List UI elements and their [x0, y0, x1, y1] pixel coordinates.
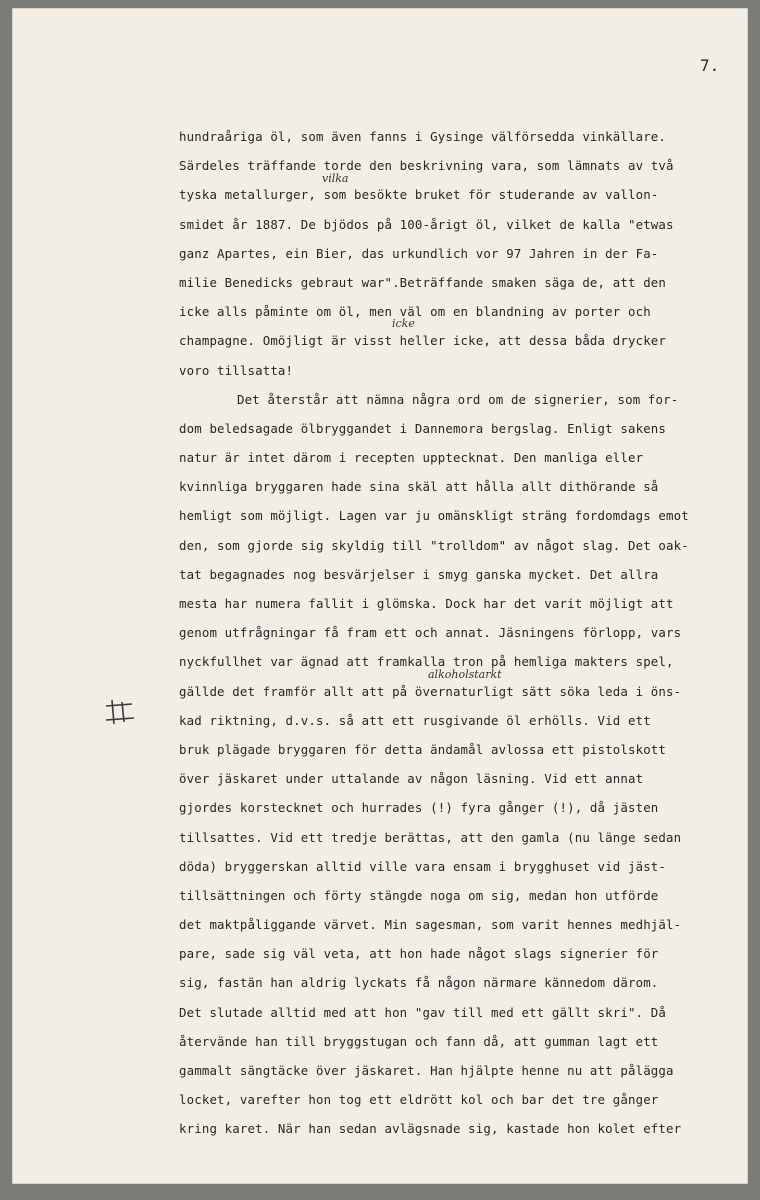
text-line: dom beledsagade ölbryggandet i Dannemora bergslag. Enligt sakens	[179, 420, 667, 436]
text-line: champagne. Omöjligt är visst heller icke, att dessa båda drycker	[179, 333, 667, 349]
handwritten-icke: icke	[392, 317, 415, 330]
text-line: tyska metallurger, som besökte bruket för studerande av vallon-	[179, 187, 659, 203]
text-line: gammalt sängtäcke över jäskaret. Han hjälpte henne nu att pålägga	[179, 1063, 674, 1078]
text-line: icke alls påminte om öl, men väl om en blandning av porter och	[179, 304, 651, 320]
text-line: Det återstår att nämna några ord om de signerier, som for-	[237, 391, 679, 407]
text-line: hemligt som möjligt. Lagen var ju omänskligt sträng fordomdags emot	[179, 508, 689, 524]
page-number: 7.	[700, 56, 720, 75]
text-line: över jäskaret under uttalande av någon läsning. Vid ett annat	[179, 771, 644, 787]
text-line: Särdeles träffande torde den beskrivning vara, som lämnats av två	[179, 158, 674, 174]
text-line: milie Benedicks gebraut war".Beträffande smaken säga de, att den	[179, 274, 667, 290]
text-line: natur är intet därom i recepten upptecknat. Den manliga eller	[179, 450, 644, 466]
text-line: nyckfullhet var ägnad att framkalla tron på hemliga makters spel,	[179, 654, 674, 670]
text-line: den, som gjorde sig skyldig till "trolldom" av något slag. Det oak-	[179, 537, 689, 553]
text-line: mesta har numera fallit i glömska. Dock har det varit möjligt att	[179, 596, 674, 611]
text-line: kad riktning, d.v.s. så att ett rusgivande öl erhölls. Vid ett	[179, 712, 651, 728]
text-line: genom utfrågningar få fram ett och annat. Jäsningens förlopp, vars	[179, 625, 682, 641]
text-line: tillsättningen och förty stängde noga om sig, medan hon utförde	[179, 887, 659, 903]
body-text	[179, 122, 739, 1144]
text-line: tillsattes. Vid ett tredje berättas, att den gamla (nu länge sedan	[179, 829, 682, 845]
text-line: kring karet. När han sedan avlägsnade sig, kastade hon kolet efter	[179, 1121, 682, 1137]
text-line: hundraåriga öl, som även fanns i Gysinge välförsedda vinkällare.	[179, 129, 667, 144]
margin-mark-icon	[102, 698, 142, 728]
text-line: voro tillsatta!	[179, 362, 294, 378]
text-line: det maktpåliggande värvet. Min sagesman, som varit hennes medhjäl-	[179, 917, 682, 933]
text-line: smidet år 1887. De bjödos på 100-årigt öl, vilket de kalla "etwas	[179, 216, 674, 232]
text-line: gjordes korstecknet och hurrades (!) fyra gånger (!), då jästen	[179, 800, 659, 816]
text-line: återvände han till bryggstugan och fann då, att gumman lagt ett	[179, 1033, 659, 1049]
text-line: bruk plägade bryggaren för detta ändamål avlossa ett pistolskott	[179, 741, 667, 757]
document-page	[12, 8, 748, 1184]
text-line: ganz Apartes, ein Bier, das urkundlich vor 97 Jahren in der Fa-	[179, 245, 659, 261]
text-line: kvinnliga bryggaren hade sina skäl att hålla allt dithörande så	[179, 479, 659, 495]
text-line: tat begagnades nog besvärjelser i smyg ganska mycket. Det allra	[179, 566, 659, 582]
text-line: gällde det framför allt att på övernaturligt sätt söka leda i öns-	[179, 683, 682, 699]
text-line: döda) bryggerskan alltid ville vara ensam i brygghuset vid jäst-	[179, 858, 667, 874]
text-line: Det slutade alltid med att hon "gav till med ett gällt skri". Då	[179, 1004, 667, 1020]
handwritten-alkoholstarkt: alkoholstarkt	[428, 668, 502, 681]
text-line: pare, sade sig väl veta, att hon hade något slags signerier för	[179, 946, 659, 962]
text-line: locket, varefter hon tog ett eldrött kol och bar det tre gånger	[179, 1092, 659, 1108]
handwritten-vilka: vilka	[322, 172, 349, 185]
text-line: sig, fastän han aldrig lyckats få någon närmare kännedom därom.	[179, 975, 659, 991]
